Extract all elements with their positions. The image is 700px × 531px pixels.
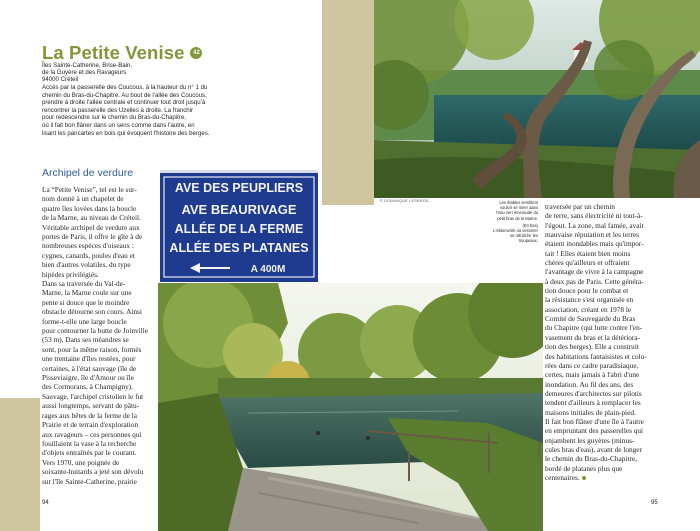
- riverbank-trees-photo: [374, 0, 700, 198]
- address-block: [42, 62, 267, 84]
- sign-distance: A 400M: [250, 264, 286, 275]
- body-line: tendent d'ailleurs à remplacer les: [545, 398, 641, 408]
- body-line: Sauvage, l'archipel cristolien le fut: [42, 391, 144, 401]
- directions-line: Accès par la passerelle des Coucous, à la hauteur du n° 1 du: [42, 84, 208, 91]
- body-line: portes de Paris, il offre le gîte à de: [42, 232, 143, 242]
- site-number-badge: 42: [190, 47, 202, 59]
- body-line: nom donné à un chapelet de: [42, 194, 124, 204]
- street-sign-photo: [160, 170, 318, 282]
- photo-credit-top: © DOMINIQUE LESBROS: [380, 199, 429, 203]
- caption-line: petit bras de la Marne.: [497, 215, 538, 221]
- body-line: bien d'autres volatiles, du type: [42, 260, 131, 270]
- body-line: l'avantage de vivre à la campagne: [545, 267, 644, 277]
- body-line: bordé de platanes plus que: [545, 463, 623, 473]
- body-line: l'égout. La zone, mal famée, avait: [545, 220, 644, 230]
- body-line: La “Petite Venise”, tel est le sur-: [42, 185, 137, 194]
- body-line-text: centenaires.: [545, 472, 580, 482]
- body-line: certaines, à l'état sauvage (île de: [42, 363, 137, 373]
- body-line: sur l'île Sainte-Catherine, prairie: [42, 476, 137, 486]
- body-line: à deux pas de Paris. Cette généra-: [545, 276, 644, 286]
- body-line: association, créant en 1978 le: [545, 304, 632, 314]
- body-line: chères qu'ailleurs et offraient: [545, 258, 630, 268]
- body-line: traversée par un chemin: [545, 202, 615, 211]
- caption-line: (En bas): [522, 222, 538, 228]
- body-line: Vers 1970, une poignée de: [42, 457, 120, 467]
- access-directions: [42, 84, 282, 137]
- directions-line: chemin du Bras-du-Chapitre. Au bout de l'allée des Coucous,: [42, 91, 207, 99]
- caption-line: troupeaux.: [518, 238, 538, 244]
- body-line: rages aux bêtes de la ferme de la: [42, 410, 138, 420]
- river-path-illustration: [158, 283, 543, 531]
- caption-line: vouloir se mirer dans: [500, 205, 538, 211]
- body-line: tait ! Elles étaient bien moins: [545, 248, 631, 258]
- body-line: obstacle détourne son cours. Ainsi: [42, 307, 142, 317]
- section-heading: Archipel de verdure: [42, 167, 134, 179]
- caption-line: Les étables semblent: [499, 200, 538, 205]
- body-line: pente si douce que le moindre: [42, 297, 130, 307]
- directions-line: lisant les pancartes en bois qui évoquent l'histoire des berges.: [42, 129, 210, 137]
- body-line: demeures d'architectes sur pilotis: [545, 388, 642, 398]
- body-line: bipèdes privilégiés.: [42, 269, 99, 279]
- body-text-history: [42, 279, 156, 486]
- address-line: 94000 Créteil: [42, 76, 79, 84]
- body-line: (53 m). Dans ses méandres se: [42, 335, 129, 345]
- body-line: Dans sa traversée du Val-de-: [42, 279, 126, 288]
- riverbank-illustration: [374, 0, 700, 198]
- body-line: aux ravageurs – ces personnes qui: [42, 429, 142, 439]
- page-title: La Petite Venise: [42, 42, 185, 63]
- directions-line: pour redescendre sur le chemin du Bras-du-Chapitre,: [42, 114, 186, 122]
- body-line: nombreuses espèces d'oiseaux :: [42, 241, 134, 251]
- beige-spine-strip: [322, 0, 374, 205]
- caption-line: l'eau vert émeraude du: [496, 210, 538, 216]
- body-line: certes, mais jamais à l'abri d'une: [545, 370, 640, 380]
- body-line: du Chapitre (qui lutte contre l'en-: [545, 323, 643, 333]
- body-line: étaient inondables mais qu'impor-: [545, 239, 644, 249]
- body-text-intro: [42, 185, 156, 279]
- body-line: vasement du bras et la détériora-: [545, 332, 641, 342]
- caption-line: se rafraîchir les: [510, 233, 538, 239]
- beige-corner-block: [0, 398, 40, 531]
- body-line: Comité de Sauvegarde du Bras: [545, 314, 636, 324]
- body-line: tion douce pour le combat et: [545, 286, 629, 296]
- body-line-last: [545, 473, 663, 482]
- sign-line-1: AVE DES PEUPLIERS: [174, 181, 304, 195]
- body-line: des habitations fantaisistes et colo-: [545, 351, 647, 361]
- body-line: aussi longtemps, servant de pâtu-: [42, 401, 140, 411]
- body-line: en empruntant des passerelles qui: [545, 426, 644, 436]
- street-sign-graphic: [160, 170, 318, 282]
- sign-line-2: AVE BEAURIVAGE: [181, 202, 297, 217]
- body-line: maisons initiales de plain-pied.: [545, 407, 636, 417]
- caption-line: L'eldorovrirk où vesserer: [493, 228, 538, 234]
- body-line: cygnes, canards, poules d'eau et: [42, 250, 135, 260]
- body-line: quatre îles lovées dans la boucle: [42, 203, 137, 213]
- body-line: de la Marne, au niveau de Créteil.: [42, 213, 141, 223]
- end-of-article-dot: [582, 476, 586, 480]
- body-line: la résistance s'est organisée en: [545, 295, 634, 305]
- page-number-left: 94: [42, 500, 49, 506]
- body-line: Pisseviaigre, île d'Amour ou île: [42, 373, 134, 383]
- directions-line: prendre à droite l'allée centrale et continuer tout droit jusqu'à: [42, 99, 206, 107]
- body-line: d'objets entraînés par le courant.: [42, 448, 137, 458]
- address-line: de la Guyère et des Ravageurs: [42, 69, 127, 77]
- body-line: une trentaine d'îles restées, pour: [42, 354, 136, 364]
- body-line: de terre, sans électricité ni tout-à-: [545, 211, 643, 221]
- body-line: sont, pour la même raison, formés: [42, 344, 142, 354]
- body-line: mauvaise réputation et les terres: [545, 230, 640, 240]
- directions-line: où il fait bon flâner dans un sens comme dans l'autre, en: [42, 121, 195, 129]
- body-line: Prairie et de terrain d'exploration: [42, 420, 139, 430]
- body-line: cules bras d'eau), avant de longer: [545, 444, 642, 454]
- body-line: Marne, la Marne coule sur une: [42, 288, 132, 298]
- river-path-photo: [158, 283, 543, 531]
- body-line: le chemin du Bras-du-Chapitre,: [545, 454, 637, 464]
- body-line: des Cormorans, à Champigny).: [42, 382, 133, 392]
- page-number-right: 95: [651, 500, 658, 506]
- body-line: pour contourner la butte de Joinville: [42, 326, 148, 336]
- body-line: Il fait bon flâner d'une île à l'autre: [545, 416, 644, 426]
- directions-line: rencontrer la passerelle des Uzelles à droite. La franchir: [42, 106, 194, 114]
- photo-credit-bottom: © DOMINIQUE LESBROS: [537, 420, 541, 463]
- body-line: tion des berges). Elle a construit: [545, 342, 639, 352]
- sign-line-4: ALLÉE DES PLATANES: [169, 241, 309, 255]
- body-line: fouillaient la vase à la recherche: [42, 438, 137, 448]
- body-line: inondation. Au fil des ans, des: [545, 379, 634, 389]
- body-line: rées dans ce cadre paradisiaque,: [545, 360, 639, 370]
- body-text-right: [545, 202, 663, 482]
- body-line: soixante-huitards a jeté son dévolu: [42, 467, 144, 477]
- photo-caption: [444, 200, 538, 244]
- address-line: Îles Sainte-Catherine, Brise-Bain,: [42, 62, 133, 69]
- sign-line-3: ALLÉE DE LA FERME: [174, 222, 304, 236]
- body-line: enjambent les guyères (minus-: [545, 435, 635, 445]
- body-line: forme-t-elle une large boucle: [42, 316, 127, 326]
- body-line: Véritable archipel de verdure aux: [42, 222, 140, 232]
